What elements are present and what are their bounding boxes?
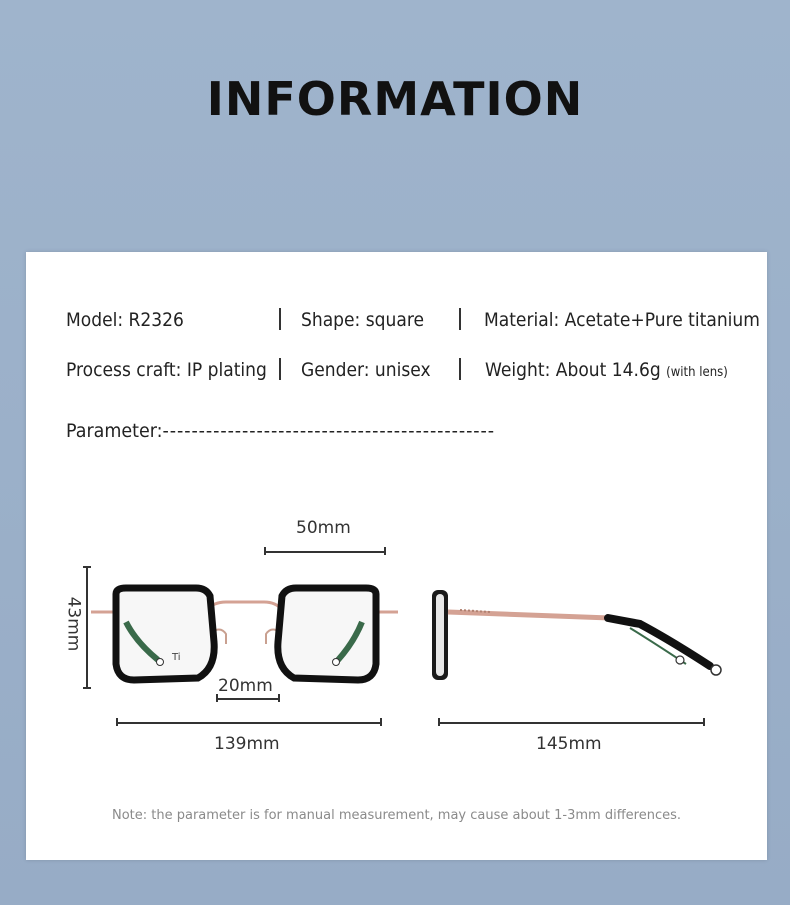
measurement-note: Note: the parameter is for manual measurement, may cause about 1-3mm differences.	[111, 808, 682, 823]
separator	[459, 358, 461, 380]
page-title: INFORMATION	[206, 72, 584, 126]
temple-arm	[448, 612, 610, 618]
bridge	[206, 602, 282, 610]
bridge-label: 20mm	[218, 676, 273, 696]
weight-value: Weight: About 14.6g	[485, 359, 661, 381]
dim-tick	[278, 694, 280, 702]
dim-tick	[438, 718, 440, 726]
dim-tick	[216, 694, 218, 702]
frame-width-line	[116, 722, 381, 724]
lens-width-label: 50mm	[296, 518, 351, 538]
weight-note: (with lens)	[666, 365, 728, 380]
spec-shape: Shape: square	[301, 309, 425, 331]
spec-model: Model: R2326	[66, 309, 184, 331]
separator	[279, 358, 281, 380]
temple-length-line	[438, 722, 704, 724]
temple-marking: Ti	[172, 652, 181, 663]
dim-tick	[264, 547, 266, 555]
lens-height-label: 43mm	[63, 596, 84, 652]
frame-width-label: 139mm	[214, 734, 280, 754]
lens-right	[278, 588, 376, 680]
spec-process: Process craft: IP plating	[66, 359, 267, 381]
info-card	[26, 252, 767, 860]
separator	[459, 308, 461, 330]
parameter-label: Parameter:	[66, 420, 163, 442]
separator	[279, 308, 281, 330]
dim-tick	[380, 718, 382, 726]
spec-material: Material: Acetate+Pure titanium	[484, 309, 760, 331]
temple-length-label: 145mm	[536, 734, 602, 754]
bridge-line	[216, 698, 279, 700]
parameter-heading	[66, 420, 495, 442]
spec-weight	[485, 359, 728, 381]
dim-tick	[83, 566, 91, 568]
spec-gender: Gender: unisex	[301, 359, 431, 381]
dim-tick	[384, 547, 386, 555]
dim-tick	[116, 718, 118, 726]
glasses-side-view	[430, 588, 730, 684]
temple-tip	[608, 618, 710, 666]
lens-width-line	[264, 551, 385, 553]
dim-tick	[703, 718, 705, 726]
dashed-divider: ----------------------------------------------	[162, 420, 495, 442]
